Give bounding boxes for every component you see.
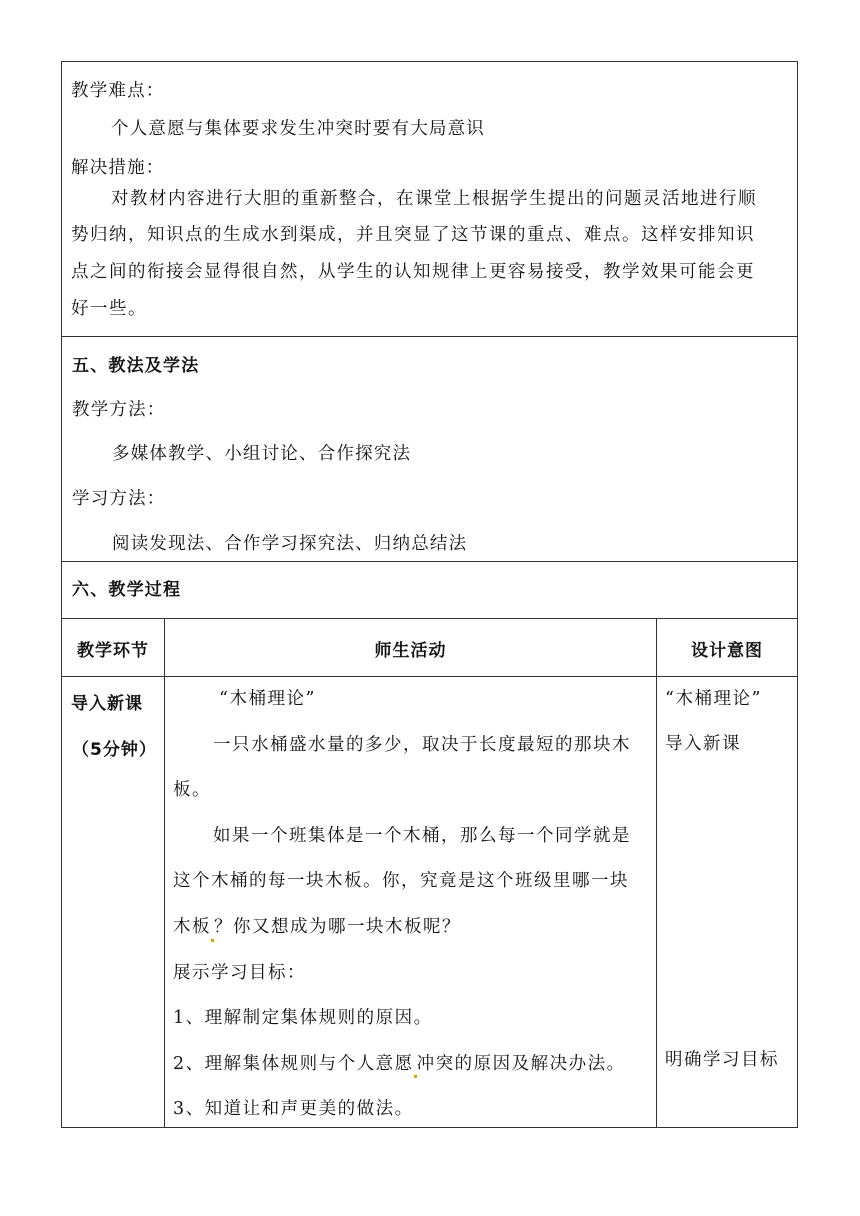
activity-line: 3、知道让和声更美的做法。	[173, 1099, 414, 1120]
header-intent: 设计意图	[691, 640, 763, 661]
section6-title: 六、教学过程	[72, 580, 182, 600]
measures-line: 点之间的衔接会显得很自然，从学生的认知规律上更容易接受，教学效果可能会更	[71, 262, 755, 282]
header-stage: 教学环节	[77, 640, 149, 661]
revision-mark	[414, 1075, 417, 1078]
measures-line: 对教材内容进行大胆的重新整合，在课堂上根据学生提出的问题灵活地进行顺	[111, 189, 757, 209]
difficulty-section	[61, 61, 798, 336]
intent-text: 明确学习目标	[665, 1050, 779, 1070]
section5-title: 五、教法及学法	[72, 356, 200, 376]
process-section	[61, 561, 798, 618]
activity-line: 一只水桶盛水量的多少，取决于长度最短的那块木	[213, 734, 631, 755]
learning-method-label: 学习方法：	[72, 489, 166, 509]
intent-text: 导入新课	[665, 734, 741, 754]
measures-label: 解决措施：	[71, 158, 165, 178]
measures-line: 势归纳，知识点的生成水到渠成，并且突显了这节课的重点、难点。这样安排知识	[71, 225, 755, 245]
activity-line: 板。	[173, 780, 211, 801]
teaching-method-text: 多媒体教学、小组讨论、合作探究法	[112, 444, 412, 464]
activity-line: 展示学习目标：	[173, 962, 306, 983]
document-page	[61, 61, 798, 1128]
methods-section	[61, 336, 798, 561]
stage-duration: （5分钟）	[72, 740, 157, 760]
activity-line: 这个木桶的每一块木板。你，究竟是这个班级里哪一块	[173, 871, 629, 892]
learning-method-text: 阅读发现法、合作学习探究法、归纳总结法	[112, 534, 468, 554]
table-row	[61, 676, 798, 1128]
revision-mark	[211, 939, 214, 942]
header-activity: 师生活动	[374, 640, 447, 661]
activity-line: 2、理解集体规则与个人意愿 冲突的原因及解决办法。	[173, 1042, 653, 1088]
activity-line: 木板 ？你又想成为哪一块木板呢？	[173, 905, 653, 951]
activity-line: 1、理解制定集体规则的原因。	[173, 1008, 433, 1029]
table-header-row	[61, 618, 798, 676]
teaching-method-label: 教学方法：	[72, 400, 166, 420]
measures-line: 好一些。	[71, 299, 147, 319]
activity-line: “木桶理论”	[219, 689, 316, 709]
difficulty-text: 个人意愿与集体要求发生冲突时要有大局意识	[111, 119, 485, 139]
stage-name: 导入新课	[71, 694, 143, 714]
intent-text: “木桶理论”	[665, 689, 762, 709]
difficulty-label: 教学难点：	[71, 81, 165, 101]
activity-line: 如果一个班集体是一个木桶，那么每一个同学就是	[213, 825, 631, 846]
